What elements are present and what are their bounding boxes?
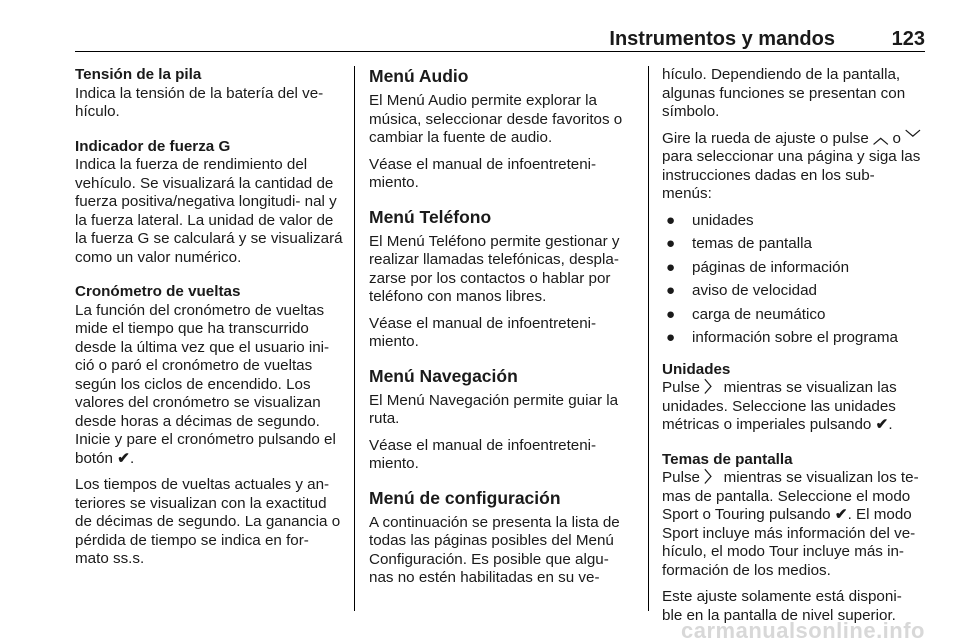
column-3 [662, 66, 926, 625]
display-themes-text: Pulse 〉 mientras se visualizan los te- mas de pantalla. Seleccione el modo Sport o Touring pulsando ✔. El modo Sport incluye más información del ve- hículo, el modo Tour incluye más in- formación de los medios. [662, 469, 919, 579]
units-heading: Unidades [662, 360, 731, 378]
chevron-down-icon: ﹀ [905, 129, 921, 147]
navigation-menu-ref: Véase el manual de infoentreteni- miento. [369, 436, 597, 472]
watermark: carmanualsonline.info [681, 618, 925, 643]
battery-voltage-heading: Tensión de la pila [75, 66, 202, 83]
section-title: Instrumentos y mandos [609, 28, 835, 50]
bullet-icon: ● [666, 235, 676, 252]
list-item: ● información sobre el programa [666, 329, 898, 346]
list-item: ● unidades [666, 211, 754, 229]
page-header [75, 28, 925, 50]
audio-menu-text: El Menú Audio permite explorar la música, seleccionar desde favoritos o cambiar la fuente de audio. [369, 92, 623, 146]
list-item: ● temas de pantalla [666, 235, 812, 252]
lap-timer-heading: Cronómetro de vueltas [75, 283, 241, 300]
config-continued-text: hículo. Dependiendo de la pantalla, algunas funciones se presentan con símbolo. [662, 66, 906, 120]
lap-timer-text: La función del cronómetro de vueltas mide el tiempo que ha transcurrido desde la última vez que el usuario ini- ció o paró el cronómetro de vueltas según los ciclos de encendido. Los valores del cronómetro se visualizan desde horas a décimas de segundo. Inicie y pare el cronómetro pulsando el botón ✔. [75, 301, 336, 467]
list-item: ● aviso de velocidad [666, 282, 817, 299]
phone-menu-heading: Menú Teléfono [369, 206, 492, 227]
display-themes-note: Este ajuste solamente está disponi- ble en la pantalla de nivel superior. [662, 588, 902, 624]
g-force-text: Indica la fuerza de rendimiento del vehículo. Se visualizará la cantidad de fuerza positiva/negativa longitudi- nal y la fuerza lateral. La unidad de valor de la fuerza G se calculará y se visualizará como un valor numérico. [75, 156, 343, 266]
check-icon: ✔ [834, 506, 848, 523]
bullet-icon: ● [666, 305, 676, 323]
g-force-heading: Indicador de fuerza G [75, 137, 231, 155]
navigation-menu-heading: Menú Navegación [369, 365, 518, 386]
chevron-right-icon: 〉 [704, 379, 720, 396]
column-2 [369, 66, 634, 588]
check-icon: ✔ [117, 449, 130, 467]
audio-menu-ref: Véase el manual de infoentreteni- miento. [369, 155, 597, 191]
phone-menu-ref: Véase el manual de infoentreteni- miento. [369, 314, 597, 350]
display-themes-heading: Temas de pantalla [662, 450, 793, 468]
units-text: Pulse 〉 mientras se visualizan las unidades. Seleccione las unidades métricas o imperiales pulsando ✔. [662, 379, 897, 433]
audio-menu-heading: Menú Audio [369, 66, 469, 86]
column-divider-1 [354, 66, 355, 611]
list-item: ● páginas de información [666, 258, 850, 276]
battery-voltage-text: Indica la tensión de la batería del ve- hículo. [75, 84, 324, 120]
bullet-icon: ● [666, 282, 676, 299]
check-icon: ✔ [875, 416, 889, 433]
chevron-right-icon: 〉 [704, 469, 720, 486]
bullet-icon: ● [666, 329, 676, 346]
list-item: ● carga de neumático [666, 305, 826, 323]
config-instructions: Gire la rueda de ajuste o pulse ︿ o ﹀ para seleccionar una página y siga las instrucciones dadas en los sub- menús: [662, 129, 921, 202]
page-number: 123 [891, 28, 925, 50]
navigation-menu-text: El Menú Navegación permite guiar la ruta. [369, 391, 619, 427]
bullet-icon: ● [666, 258, 676, 276]
phone-menu-text: El Menú Teléfono permite gestionar y realizar llamadas telefónicas, despla- zarse por los contactos o hablar por teléfono con manos libres. [369, 232, 620, 305]
column-divider-2 [648, 66, 649, 611]
column-1 [75, 66, 343, 569]
config-menu-heading: Menú de configuración [369, 487, 561, 508]
lap-times-text: Los tiempos de vueltas actuales y an- teriores se visualizan con la exactitud de décimas de segundo. La ganancia o pérdida de tiempo se indica en for- mato ss.s. [75, 476, 341, 567]
config-menu-text: A continuación se presenta la lista de todas las páginas posibles del Menú Configuración. Es posible que algu- nas no estén habilitadas en su ve- [369, 513, 620, 586]
chevron-up-icon: ︿ [873, 129, 889, 147]
header-rule [75, 51, 925, 52]
submenu-list [662, 212, 926, 348]
bullet-icon: ● [666, 211, 676, 229]
